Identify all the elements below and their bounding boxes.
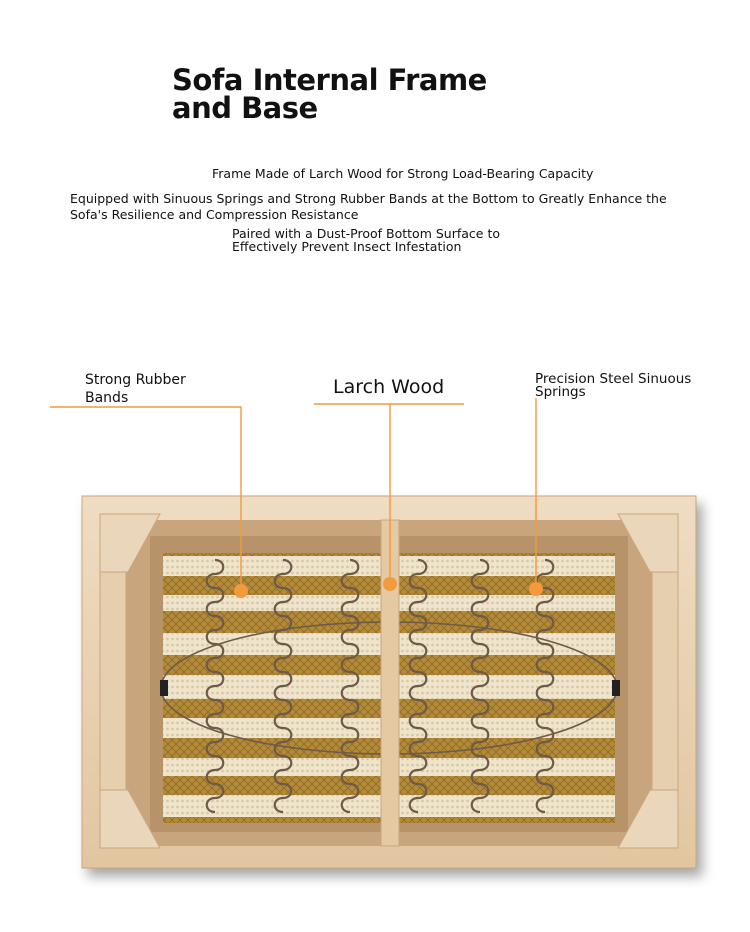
right-rail: [652, 572, 678, 790]
callout-dot-rubber-bands: [234, 584, 248, 598]
page-title: Sofa Internal Frame and Base: [172, 63, 487, 125]
callout-dot-larch-wood: [383, 577, 397, 591]
left-rail: [100, 572, 126, 790]
callout-label-larch-wood: Larch Wood: [333, 376, 445, 398]
callout-label-springs: Precision Steel Sinuous Springs: [535, 371, 692, 400]
callout-dot-springs: [529, 582, 543, 596]
wire-clip-left: [160, 680, 168, 696]
wire-clip-right: [612, 680, 620, 696]
callout-label-rubber-bands: Strong Rubber Bands: [85, 372, 186, 406]
feature-text-frame: Frame Made of Larch Wood for Strong Load-Bearing Capacity: [212, 166, 594, 181]
feature-text-springs: Equipped with Sinuous Springs and Strong Rubber Bands at the Bottom to Greatly Enhance the Sofa's Resilience and Compression Resistance: [70, 191, 667, 222]
feature-text-dustproof: Paired with a Dust-Proof Bottom Surface to Effectively Prevent Insect Infestation: [232, 226, 500, 254]
